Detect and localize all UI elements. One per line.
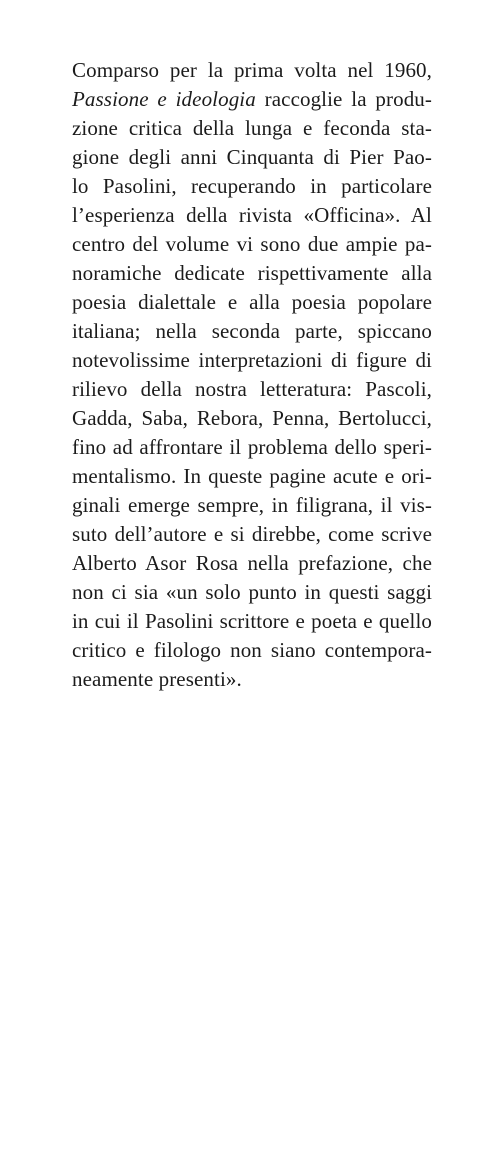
blurb-line: fino ad affrontare il problema dello speri-	[72, 435, 432, 459]
blurb-line: Gadda, Saba, Rebora, Penna, Bertolucci,	[72, 406, 432, 430]
blurb-line: rilievo della nostra letteratura: Pascoli,	[72, 377, 432, 401]
blurb-line: in cui il Pasolini scrittore e poeta e quello	[72, 609, 432, 633]
blurb-line: notevolissime interpretazioni di figure di	[72, 348, 432, 372]
blurb-line: non ci sia «un solo punto in questi saggi	[72, 580, 432, 604]
blurb-line: zione critica della lunga e feconda sta-	[72, 116, 432, 140]
blurb-line: Alberto Asor Rosa nella prefazione, che	[72, 551, 432, 575]
blurb-line: poesia dialettale e alla poesia popolare	[72, 290, 432, 314]
blurb-line: lo Pasolini, recuperando in particolare	[72, 174, 432, 198]
blurb-line-text: raccoglie la produ-	[255, 87, 432, 111]
blurb-line: critico e filologo non siano contempora-	[72, 638, 432, 662]
blurb-text	[72, 56, 432, 694]
blurb-line: italiana; nella seconda parte, spiccano	[72, 319, 432, 343]
blurb-line: mentalismo. In queste pagine acute e ori-	[72, 464, 432, 488]
blurb-line: gione degli anni Cinquanta di Pier Pao-	[72, 145, 432, 169]
blurb-line: Comparso per la prima volta nel 1960,	[72, 58, 432, 82]
blurb-line: neamente presenti».	[72, 667, 242, 691]
blurb-line: ginali emerge sempre, in filigrana, il vis-	[72, 493, 432, 517]
blurb-line	[72, 85, 432, 114]
book-title: Passione e ideologia	[72, 87, 256, 111]
blurb-line: centro del volume vi sono due ampie pa-	[72, 232, 432, 256]
blurb-line: l’esperienza della rivista «Officina». Al	[72, 203, 432, 227]
blurb-line: noramiche dedicate rispettivamente alla	[72, 261, 432, 285]
blurb-line: suto dell’autore e si direbbe, come scrive	[72, 522, 432, 546]
